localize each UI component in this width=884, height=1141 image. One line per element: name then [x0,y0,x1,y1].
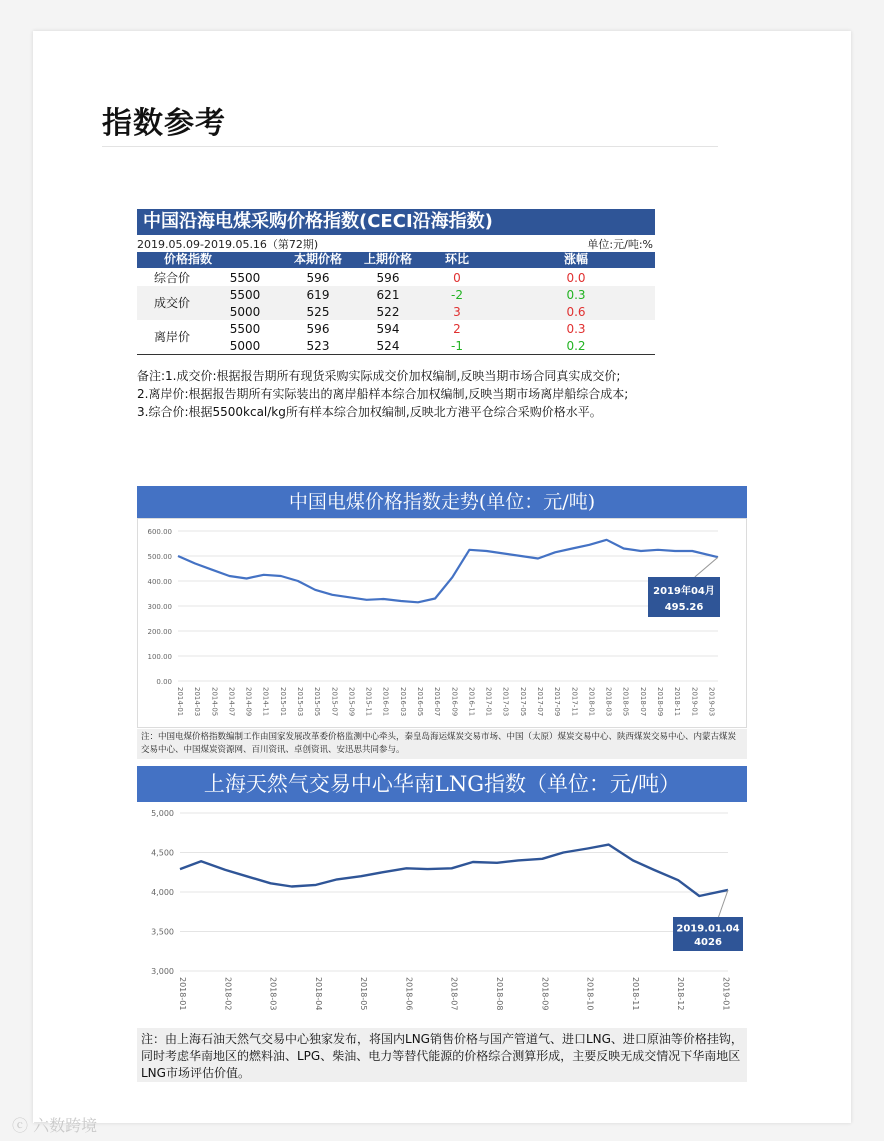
chart1-note: 注：中国电煤价格指数编制工作由国家发展改革委价格监测中心牵头，秦皇岛海运煤炭交易市场、中国（太原）煤炭交易中心、陕西煤炭交易中心、内蒙古煤炭交易中心、中国煤炭资源网、百川资讯、卓创资讯、安迅思共同参与。 [137,729,747,759]
cell-pct: 0.6 [566,305,586,319]
cell-current: 523 [306,339,330,353]
x-tick-label: 2018-07 [638,687,647,717]
chart2-frame [137,802,747,1026]
y-tick-label: 300.00 [147,603,172,611]
x-tick-label: 2018-08 [495,977,505,1011]
x-tick-label: 2017-11 [570,687,579,717]
col-header-previous: 上期价格 [363,252,412,266]
page-title: 指数参考 [102,106,226,141]
callout-leader [695,557,718,577]
cell-previous: 522 [376,305,400,319]
note-item: 备注:1.成交价:根据报告期所有现货采购实际成交价加权编制,反映当期市场合同真实成交价; [137,369,621,383]
cell-current: 596 [306,271,330,285]
y-tick-label: 4,000 [151,888,174,897]
cell-mom: 0 [453,271,461,285]
x-tick-label: 2018-07 [449,977,459,1011]
callout-value-label: 4026 [694,936,722,948]
x-tick-label: 2018-05 [359,977,369,1011]
x-tick-label: 2015-03 [296,687,304,717]
chart2-note: 注：由上海石油天然气交易中心独家发布，将国内LNG销售价格与国产管道气、进口LNG、进口原油等价格挂钩，同时考虑华南地区的燃料油、LPG、柴油、电力等替代能源的价格综合测算形成，主要反映无成交情况下华南地区LNG市场评估价值。 [137,1028,747,1082]
table-title: 中国沿海电煤采购价格指数(CECI沿海指数) [137,209,655,235]
x-tick-label: 2016-07 [433,687,442,717]
y-tick-label: 100.00 [147,653,172,661]
cell-previous: 524 [376,339,400,353]
y-tick-label: 400.00 [147,578,172,586]
notes-block [137,367,657,421]
cell-pct: 0.0 [566,271,586,285]
chart2-svg [138,803,746,1025]
col-header-current: 本期价格 [293,252,342,266]
x-tick-label: 2018-03 [604,687,613,717]
x-tick-label: 2016-09 [450,687,459,717]
table-header-row [137,252,655,268]
table-period: 2019.05.09-2019.05.16（第72期) [137,238,319,251]
y-tick-label: 5,000 [151,809,174,818]
x-tick-label: 2015-07 [330,687,339,717]
cell-grade: 5500 [229,322,261,336]
chart1-svg [138,519,746,727]
x-tick-label: 2016-01 [381,687,390,717]
col-header-index: 价格指数 [163,252,212,266]
col-header-mom: 环比 [444,252,469,266]
x-tick-label: 2014-01 [176,687,184,717]
chart1-frame [137,518,747,728]
cell-mom: -2 [451,288,463,302]
group-label-composite: 综合价 [153,271,190,285]
cell-current: 525 [306,305,330,319]
x-tick-label: 2018-10 [585,977,595,1011]
cell-mom: 2 [453,322,461,336]
x-tick-label: 2017-09 [553,687,562,717]
x-tick-label: 2018-11 [673,687,682,717]
x-tick-label: 2015-01 [278,687,287,717]
group-label-fob: 离岸价 [153,330,190,344]
y-tick-label: 3,000 [151,967,174,976]
x-tick-label: 2019-01 [721,977,731,1011]
note-item: 3.综合价:根据5500kcal/kg所有样本综合加权编制,反映北方港平仓综合采购价格水平。 [137,405,602,419]
y-tick-label: 500.00 [147,553,172,561]
x-tick-label: 2019-03 [707,687,716,717]
col-header-pct: 涨幅 [563,252,588,266]
x-tick-label: 2017-07 [536,687,544,717]
y-tick-label: 0.00 [156,678,172,686]
y-tick-label: 4,500 [151,848,174,858]
table-subheader [137,236,655,252]
cell-pct: 0.2 [566,339,586,353]
x-tick-label: 2018-01 [587,687,596,717]
watermark-text: 六数跨境 [33,1116,98,1135]
cell-pct: 0.3 [566,322,586,336]
cell-previous: 621 [376,288,400,302]
callout-date-label: 2019.01.04 [676,923,740,935]
x-tick-label: 2018-03 [268,977,278,1011]
callout-date-label: 2019年04月 [653,585,715,597]
cell-grade: 5500 [229,288,261,302]
x-tick-label: 2018-11 [630,977,640,1011]
x-tick-label: 2014-09 [244,687,253,717]
callout-leader [719,890,729,917]
cell-current: 619 [306,288,330,302]
note-item: 2.离岸价:根据报告期所有实际装出的离岸船样本综合加权编制,反映当期市场离岸船综合成本; [137,387,629,401]
x-tick-label: 2018-01 [178,977,187,1011]
y-tick-label: 600.00 [147,528,172,536]
x-tick-label: 2018-12 [676,977,686,1011]
x-tick-label: 2015-09 [347,687,356,717]
cell-previous: 594 [376,322,400,336]
cell-pct: 0.3 [566,288,586,302]
x-tick-label: 2017-05 [518,687,527,717]
x-tick-label: 2015-05 [313,687,322,717]
x-tick-label: 2014-03 [193,687,202,717]
x-tick-label: 2016-11 [467,687,476,717]
cell-previous: 596 [376,271,400,285]
callout-value-label: 495.26 [664,601,704,613]
y-tick-label: 3,500 [151,927,174,937]
x-tick-label: 2016-03 [398,687,407,717]
x-tick-label: 2018-04 [313,977,323,1011]
x-tick-label: 2018-09 [656,687,664,717]
cell-grade: 5500 [229,271,261,285]
x-tick-label: 2018-06 [404,977,414,1011]
cell-grade: 5000 [229,339,261,353]
table-bottom-rule [137,354,655,355]
chart2-banner: 上海天然气交易中心华南LNG指数（单位：元/吨） [137,766,747,802]
x-tick-label: 2014-11 [261,687,270,717]
watermark-logo-icon: ⓒ [12,1116,29,1135]
watermark [12,1113,97,1136]
y-tick-label: 200.00 [147,628,172,636]
group-label-deal: 成交价 [153,296,190,310]
x-tick-label: 2014-05 [210,687,219,717]
x-tick-label: 2016-05 [416,687,424,717]
x-tick-label: 2018-09 [540,977,550,1011]
x-tick-label: 2018-05 [621,687,630,717]
cell-mom: 3 [453,305,461,319]
x-tick-label: 2014-07 [227,687,236,717]
cell-grade: 5000 [229,305,261,319]
chart1-banner: 中国电煤价格指数走势(单位：元/吨) [137,486,747,518]
cell-mom: -1 [451,339,463,353]
title-divider [102,146,718,147]
x-tick-label: 2018-02 [223,977,233,1011]
cell-current: 596 [306,322,330,336]
x-tick-label: 2017-03 [501,687,510,717]
table-unit: 单位:元/吨:% [587,238,653,251]
x-tick-label: 2017-01 [484,687,493,717]
series-line [178,540,718,603]
x-tick-label: 2015-11 [364,687,373,717]
x-tick-label: 2019-01 [690,687,699,717]
